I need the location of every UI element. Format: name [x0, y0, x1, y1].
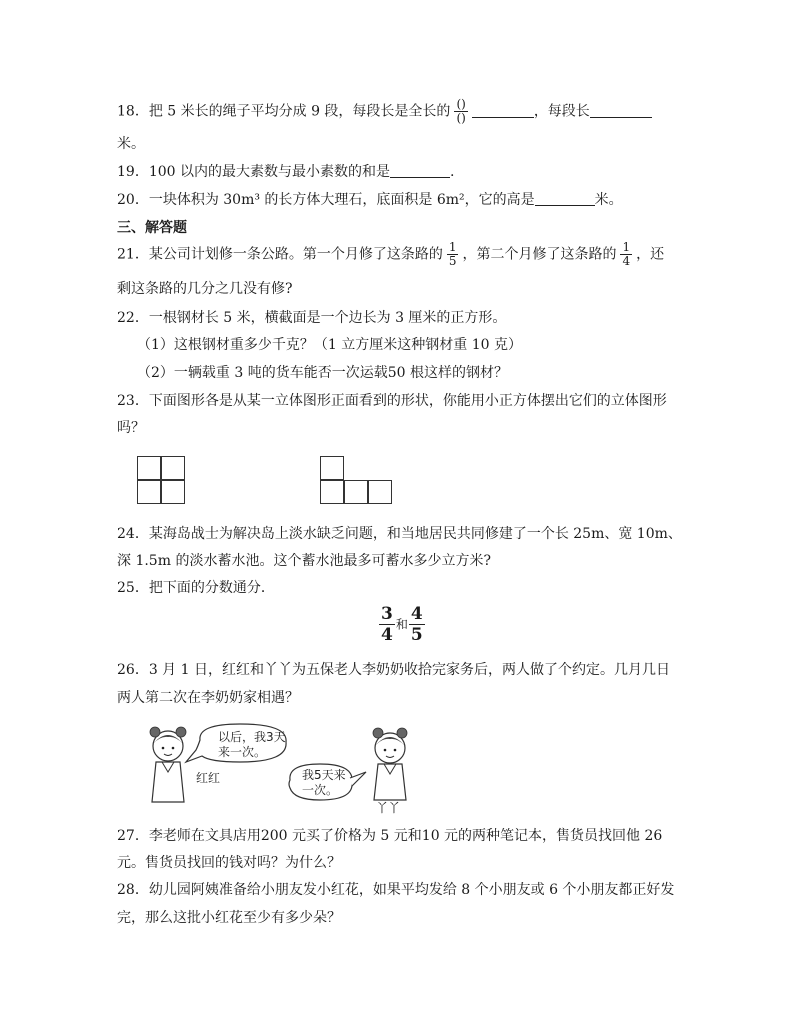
- q25-fractions: [378, 604, 426, 645]
- q26-line2: 两人第二次在李奶奶家相遇？: [117, 690, 299, 706]
- unit-square: [137, 480, 161, 504]
- unit-square: [137, 456, 161, 480]
- q28-line2: 完，那么这批小红花至少有多少朵？: [117, 910, 341, 926]
- q18-line2: 米。: [117, 136, 145, 152]
- section-heading: 三、解答题: [117, 220, 187, 236]
- figure-square-2x2: [137, 456, 189, 508]
- name-yaya: 丫丫: [376, 801, 401, 814]
- q27-line2: 元。售货员找回的钱对吗？为什么？: [117, 855, 341, 871]
- q20-line: 20．一块体积为 30m³ 的长方体大理石，底面积是 6m²，它的高是 米。: [117, 192, 623, 208]
- q23-line1: 23．下面图形各是从某一立体图形正面看到的形状，你能用小正方体摆出它们的立体图形: [117, 393, 667, 409]
- q26-cartoon: [140, 722, 440, 814]
- q20-blank[interactable]: [535, 191, 595, 206]
- q25-fraction-1: $\frac{3}{4}$: [381, 604, 393, 645]
- q24-line2: 深 1.5m 的淡水蓄水池。这个蓄水池最多可蓄水多少立方米?: [117, 553, 491, 569]
- unit-square: [368, 480, 392, 504]
- q22-sub2: （2）一辆载重 3 吨的货车能否一次运载50 根这样的钢材？: [137, 365, 508, 381]
- bubble2-line1: 我5天来: [302, 768, 346, 782]
- figure-l-shape: [320, 456, 398, 508]
- q21-fraction-2: $\frac{1}{4}$: [622, 240, 631, 268]
- q24-line1: 24．某海岛战士为解决岛上淡水缺乏问题，和当地居民共同修建了一个长 25m、宽 10m、: [117, 526, 682, 542]
- speech-bubble-2: [289, 764, 366, 800]
- q25-line1: 25．把下面的分数通分．: [117, 580, 275, 596]
- bubble2-line2: 一次。: [302, 783, 339, 797]
- girl-yaya-illustration: [373, 728, 407, 800]
- q18-line1: 18．把 5 米长的绳子平均分成 9 段，每段长是全长的 $\frac{()}{()}$ ，每段长: [117, 98, 652, 125]
- q27-line1: 27．李老师在文具店用200 元买了价格为 5 元和10 元的两种笔记本，售货员找回他 26: [117, 828, 663, 844]
- speech-bubble-1: [186, 724, 286, 762]
- q28-line1: 28．幼儿园阿姨准备给小朋友发小红花，如果平均发给 8 个小朋友或 6 个小朋友都正好发: [117, 882, 675, 898]
- q22-sub1: （1）这根钢材重多少千克？（1 立方厘米这种钢材重 10 克）: [137, 337, 522, 353]
- unit-square: [320, 456, 344, 480]
- unit-square: [344, 480, 368, 504]
- q18-text: 18．把 5 米长的绳子平均分成 9 段，每段长是全长的: [117, 103, 451, 120]
- q25-fraction-2: $\frac{4}{5}$: [410, 604, 423, 645]
- q25-and: 和: [395, 617, 408, 632]
- q18-fraction-blank: $\frac{()}{()}$: [456, 97, 466, 125]
- q21-fraction-1: $\frac{1}{5}$: [448, 240, 457, 268]
- q26-line1: 26．3 月 1 日，红红和丫丫为五保老人李奶奶收拾完家务后，两人做了个约定。几月几日: [117, 662, 670, 678]
- unit-square: [161, 456, 185, 480]
- q21-line1: 21．某公司计划修一条公路。第一个月修了这条路的 $\frac{1}{5}$ ，第二个月修了这条路的 $\frac{1}{4}$ ，还: [117, 240, 665, 268]
- bubble1-line2: 来一次。: [218, 745, 267, 759]
- q22-line1: 22．一根钢材长 5 米，横截面是一个边长为 3 厘米的正方形。: [117, 310, 507, 326]
- q23-line2: 吗？: [117, 420, 145, 436]
- q18-blank-2[interactable]: [590, 103, 652, 118]
- girl-honghong-illustration: [150, 727, 186, 802]
- q18-blank-1[interactable]: [472, 103, 534, 118]
- bubble1-line1: 以后，我3天: [218, 730, 286, 744]
- unit-square: [320, 480, 344, 504]
- q21-line2: 剩这条路的几分之几没有修?: [117, 281, 293, 297]
- name-honghong: 红红: [196, 771, 221, 785]
- q19-line: 19．100 以内的最大素数与最小素数的和是 .: [117, 164, 455, 180]
- q19-blank[interactable]: [390, 163, 450, 178]
- unit-square: [161, 480, 185, 504]
